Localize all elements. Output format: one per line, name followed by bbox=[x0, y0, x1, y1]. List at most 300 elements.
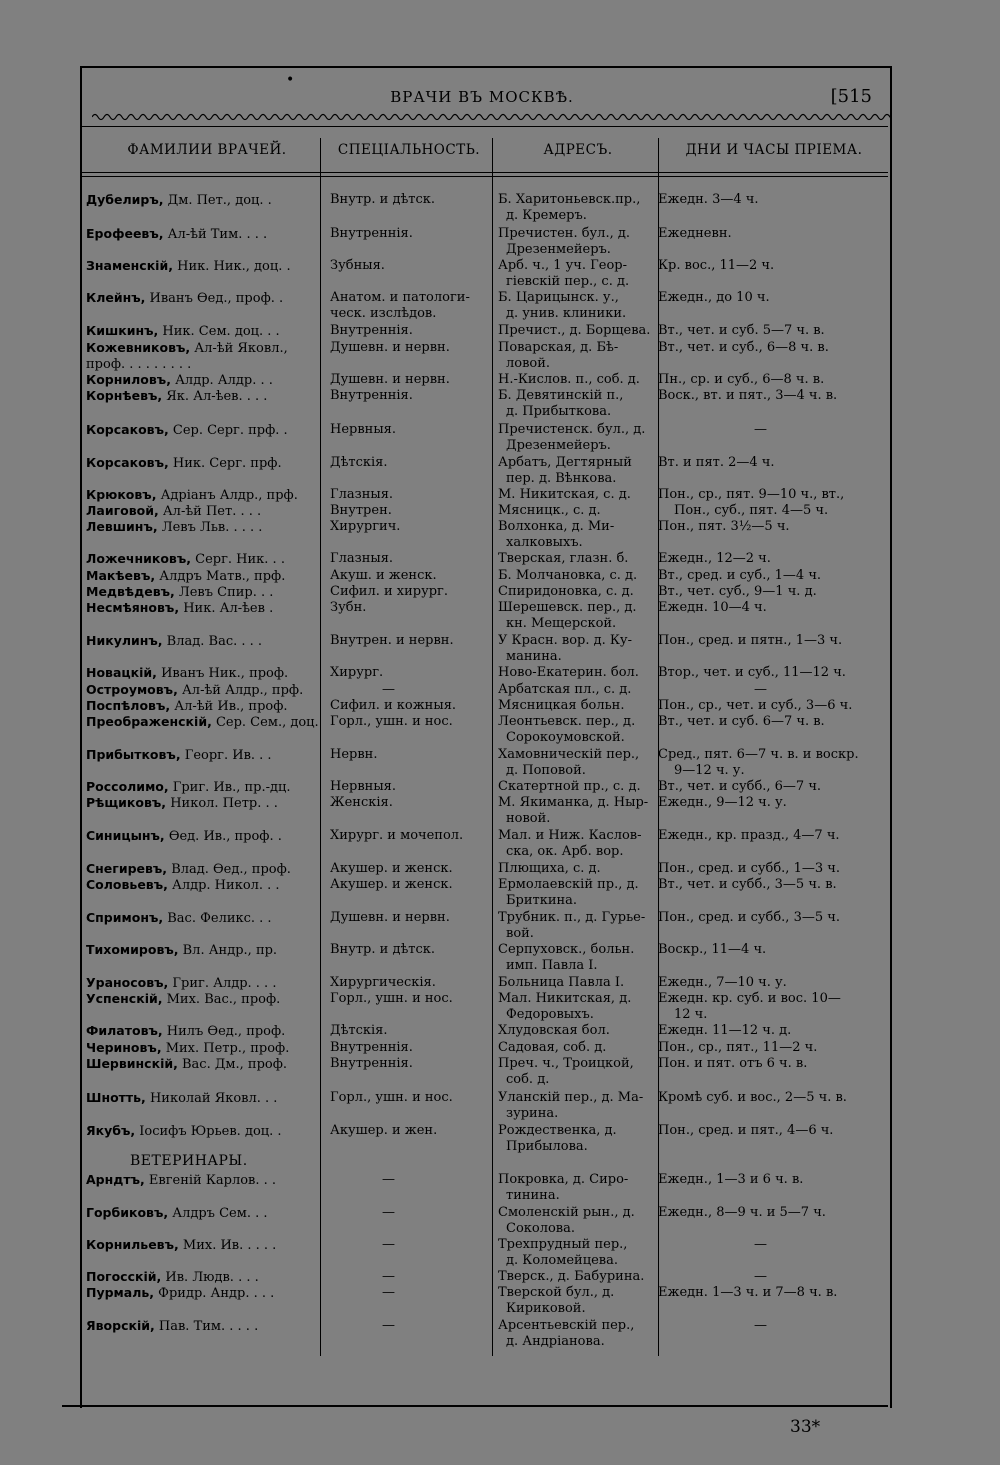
hours-line: Ежедн., кр. празд., 4—7 ч. bbox=[658, 828, 840, 843]
specialty-cell bbox=[330, 388, 500, 404]
address-line: Арсентьевскій пер., bbox=[498, 1318, 635, 1333]
hours-line: — bbox=[754, 682, 767, 697]
doctor-name-cell bbox=[86, 584, 322, 601]
hours-cell bbox=[658, 698, 888, 714]
specialty-cell bbox=[330, 1285, 500, 1301]
given-names: Вас. Дм., проф. bbox=[177, 1057, 288, 1072]
address-line: Прибылова. bbox=[506, 1139, 588, 1154]
hours-cell bbox=[658, 861, 888, 877]
address-line: Арбатская пл., с. д. bbox=[498, 682, 632, 697]
hours-line: Пон., ср., пят., 11—2 ч. bbox=[658, 1040, 818, 1055]
address-line: Б. Девятинскій п., bbox=[498, 388, 624, 403]
hours-line: — bbox=[754, 1318, 767, 1333]
address-line: Покровка, д. Сиро- bbox=[498, 1172, 629, 1187]
address-cell bbox=[498, 1090, 658, 1122]
specialty: — bbox=[382, 1285, 395, 1300]
surname: Снегиревъ, bbox=[86, 861, 168, 876]
given-names: Ник. Ник., доц. . bbox=[172, 259, 291, 274]
given-names: Влад. Ѳед., проф. bbox=[167, 862, 291, 877]
address-cell bbox=[498, 682, 658, 698]
given-names: Левъ Спир. . . bbox=[174, 585, 274, 600]
hours-cell bbox=[658, 975, 888, 991]
hours-line: Пон. и пят. отъ 6 ч. в. bbox=[658, 1056, 808, 1071]
address-line: Бриткина. bbox=[506, 893, 578, 908]
given-names: Дм. Пет., доц. . bbox=[163, 193, 272, 208]
address-line: соб. д. bbox=[506, 1072, 550, 1087]
specialty: Акушер. и женск. bbox=[330, 861, 453, 876]
address-cell bbox=[498, 455, 658, 487]
address-line: Пречистенск. бул., д. bbox=[498, 422, 646, 437]
address-cell bbox=[498, 1040, 658, 1056]
given-names: Ал-ѣй Пет. . . . bbox=[158, 504, 262, 519]
specialty-cell bbox=[330, 698, 500, 714]
address-line: Больница Павла I. bbox=[498, 975, 625, 990]
hours-line: Ежедн., 9—12 ч. у. bbox=[658, 795, 787, 810]
given-names: Алдръ Матв., прф. bbox=[155, 569, 286, 584]
address-line: М. Никитская, с. д. bbox=[498, 487, 631, 502]
specialty: Хирургическія. bbox=[330, 975, 436, 990]
specialty: — bbox=[382, 1172, 395, 1187]
doctor-name-cell bbox=[86, 600, 322, 617]
header-rule-2 bbox=[82, 176, 888, 177]
specialty-cell bbox=[330, 192, 500, 208]
hours-line: Ежедн., 7—10 ч. у. bbox=[658, 975, 787, 990]
address-line: Ново-Екатерин. бол. bbox=[498, 665, 639, 680]
doctor-name-cell bbox=[86, 1040, 322, 1057]
header-top-rule bbox=[82, 126, 888, 127]
address-cell bbox=[498, 942, 658, 974]
surname: Знаменскій, bbox=[86, 258, 173, 273]
hours-cell bbox=[658, 388, 888, 404]
column-header-hours: ДНИ И ЧАСЫ ПРІЕМА. bbox=[685, 142, 863, 158]
specialty: Внутреннія. bbox=[330, 226, 413, 241]
address-line: Тверск., д. Бабурина. bbox=[498, 1269, 645, 1284]
specialty: Внутреннія. bbox=[330, 388, 413, 403]
surname: Рѣщиковъ, bbox=[86, 795, 167, 810]
specialty-cell bbox=[330, 1318, 500, 1334]
hours-cell bbox=[658, 290, 888, 306]
specialty-cell bbox=[330, 584, 500, 600]
hours-line: Пон., сред. и пятн., 1—3 ч. bbox=[658, 633, 843, 648]
hours-cell bbox=[658, 828, 888, 844]
address-cell bbox=[498, 861, 658, 877]
hours-cell bbox=[658, 568, 888, 584]
specialty: Анатом. и патологи- bbox=[330, 290, 470, 305]
address-line: Б. Царицынск. у., bbox=[498, 290, 619, 305]
specialty-cell bbox=[330, 942, 500, 958]
hours-line: Пон., сред. и пят., 4—6 ч. bbox=[658, 1123, 834, 1138]
hours-cell bbox=[658, 323, 888, 339]
specialty: Душевн. и нервн. bbox=[330, 910, 450, 925]
given-names: Алдр. Никол. . . bbox=[167, 878, 280, 893]
doctor-name-cell bbox=[86, 714, 322, 731]
address-line: Мясницкая больн. bbox=[498, 698, 625, 713]
hours-line: Сред., пят. 6—7 ч. в. и воскр. bbox=[658, 747, 859, 762]
specialty: Акушер. и жен. bbox=[330, 1123, 438, 1138]
hours-cell bbox=[658, 551, 888, 567]
address-line: Рождественка, д. bbox=[498, 1123, 617, 1138]
specialty-cell bbox=[330, 1040, 500, 1056]
doctor-name-cell bbox=[86, 682, 322, 699]
surname: Кишкинъ, bbox=[86, 323, 159, 338]
specialty: Нервныя. bbox=[330, 779, 397, 794]
given-names: Адріанъ Алдр., прф. bbox=[156, 488, 298, 503]
specialty-cell bbox=[330, 1205, 500, 1221]
address-cell bbox=[498, 226, 658, 258]
hours-line: Вт., чет. и субб., 6—7 ч. bbox=[658, 779, 822, 794]
hours-line: — bbox=[754, 1237, 767, 1252]
specialty-cell bbox=[330, 975, 500, 991]
specialty-cell bbox=[330, 1123, 500, 1139]
specialty: Зубныя. bbox=[330, 258, 385, 273]
wavy-rule bbox=[92, 112, 892, 122]
address-line: зурина. bbox=[506, 1106, 559, 1121]
address-cell bbox=[498, 665, 658, 681]
hours-line: — bbox=[754, 422, 767, 437]
specialty-cell bbox=[330, 1056, 500, 1072]
specialty-cell bbox=[330, 877, 500, 893]
specialty: Женскія. bbox=[330, 795, 393, 810]
address-line: Дрезенмейеръ. bbox=[506, 438, 611, 453]
address-cell bbox=[498, 290, 658, 322]
doctor-name-cell bbox=[86, 487, 322, 504]
given-names: Николай Яковл. . . bbox=[145, 1091, 278, 1106]
address-cell bbox=[498, 633, 658, 665]
hours-cell bbox=[658, 795, 888, 811]
specialty: Внутр. и дѣтск. bbox=[330, 192, 436, 207]
doctor-name-cell bbox=[86, 1318, 322, 1335]
surname: Успенскій, bbox=[86, 991, 163, 1006]
specialty-cell bbox=[330, 226, 500, 242]
specialty-cell bbox=[330, 665, 500, 681]
specialty-continuation: ческ. изслѣдов. bbox=[330, 306, 437, 321]
given-names: Ал-ѣй Ив., проф. bbox=[170, 699, 288, 714]
given-names: Григ. Ив., пр.-дц. bbox=[168, 780, 291, 795]
given-names: Вас. Феликс. . . bbox=[163, 911, 272, 926]
surname: Корсаковъ, bbox=[86, 455, 169, 470]
hours-cell bbox=[658, 258, 888, 274]
address-line: Шерешевск. пер., д. bbox=[498, 600, 637, 615]
hours-cell bbox=[658, 682, 888, 698]
address-line: Ермолаевскій пр., д. bbox=[498, 877, 639, 892]
specialty: — bbox=[382, 1269, 395, 1284]
hours-cell bbox=[658, 633, 888, 649]
address-cell bbox=[498, 747, 658, 779]
signature-mark: 33* bbox=[790, 1417, 821, 1437]
specialty-cell bbox=[330, 714, 500, 730]
specialty: Внутр. и дѣтск. bbox=[330, 942, 436, 957]
specialty: Хирург. и мочепол. bbox=[330, 828, 464, 843]
address-cell bbox=[498, 1123, 658, 1155]
specialty-cell bbox=[330, 455, 500, 471]
surname: Ураносовъ, bbox=[86, 975, 169, 990]
given-names: Алдр. Алдр. . . bbox=[170, 373, 273, 388]
doctor-name-cell bbox=[86, 828, 322, 845]
surname: Крюковъ, bbox=[86, 487, 157, 502]
page bbox=[62, 62, 892, 1410]
header-rule-1 bbox=[82, 172, 888, 173]
specialty: Дѣтскія. bbox=[330, 1023, 388, 1038]
surname: Поспѣловъ, bbox=[86, 698, 171, 713]
hours-cell bbox=[658, 1023, 888, 1039]
doctor-name-cell bbox=[86, 779, 322, 796]
address-line: Скатертной пр., с. д. bbox=[498, 779, 641, 794]
name-continuation: проф. . . . . . . . . bbox=[86, 357, 192, 372]
specialty: Дѣтскія. bbox=[330, 455, 388, 470]
specialty-cell bbox=[330, 779, 500, 795]
column-header-address: АДРЕСЪ. bbox=[543, 142, 613, 158]
address-line: Мал. и Ниж. Каслов- bbox=[498, 828, 642, 843]
surname: Синицынъ, bbox=[86, 828, 165, 843]
specialty-cell bbox=[330, 1172, 500, 1188]
hours-cell bbox=[658, 1056, 888, 1072]
hours-line: Ежедн., 12—2 ч. bbox=[658, 551, 771, 566]
specialty-cell bbox=[330, 795, 500, 811]
specialty-cell bbox=[330, 340, 500, 356]
specialty-cell bbox=[330, 290, 500, 322]
hours-cell bbox=[658, 910, 888, 926]
given-names: Серг. Ник. . . bbox=[191, 552, 285, 567]
surname: Несмѣяновъ, bbox=[86, 600, 180, 615]
given-names: Ѳед. Ив., проф. . bbox=[164, 829, 282, 844]
address-line: Н.-Кислов. п., соб. д. bbox=[498, 372, 640, 387]
given-names: Ник. Сем. доц. . . bbox=[158, 324, 280, 339]
doctor-name-cell bbox=[86, 551, 322, 568]
address-cell bbox=[498, 975, 658, 991]
address-cell bbox=[498, 487, 658, 503]
specialty-cell bbox=[330, 1237, 500, 1253]
hours-line: Вт., чет. и суб. 5—7 ч. в. bbox=[658, 323, 825, 338]
address-cell bbox=[498, 568, 658, 584]
hours-line: Вт., чет. и суб., 6—8 ч. в. bbox=[658, 340, 829, 355]
specialty: Горл., ушн. и нос. bbox=[330, 714, 453, 729]
doctor-name-cell bbox=[86, 1285, 322, 1302]
address-cell bbox=[498, 991, 658, 1023]
address-line: Спиридоновка, с. д. bbox=[498, 584, 634, 599]
column-header-names: ФАМИЛИИ ВРАЧЕЙ. bbox=[127, 142, 287, 158]
given-names: Мих. Ив. . . . . bbox=[178, 1238, 277, 1253]
hours-line: Ежедн. 10—4 ч. bbox=[658, 600, 767, 615]
address-line: Смоленскій рын., д. bbox=[498, 1205, 635, 1220]
doctor-name-cell bbox=[86, 877, 322, 894]
given-names: Вл. Андр., пр. bbox=[178, 943, 278, 958]
specialty-cell bbox=[330, 910, 500, 926]
given-names: Сер. Серг. прф. . bbox=[168, 423, 288, 438]
doctor-name-cell bbox=[86, 747, 322, 764]
hours-cell bbox=[658, 1040, 888, 1056]
hours-line: Вт. и пят. 2—4 ч. bbox=[658, 455, 775, 470]
specialty-cell bbox=[330, 600, 500, 616]
surname: Преображенскій, bbox=[86, 714, 212, 729]
doctor-name-cell bbox=[86, 258, 322, 275]
address-cell bbox=[498, 1172, 658, 1204]
address-line: д. Прибыткова. bbox=[506, 404, 612, 419]
hours-cell bbox=[658, 584, 888, 600]
surname: Новацкій, bbox=[86, 665, 157, 680]
hours-line: Вт., чет. и субб., 3—5 ч. в. bbox=[658, 877, 837, 892]
address-cell bbox=[498, 388, 658, 420]
address-line: Кириковой. bbox=[506, 1301, 586, 1316]
address-cell bbox=[498, 1056, 658, 1088]
doctor-name-cell bbox=[86, 568, 322, 585]
specialty: — bbox=[382, 682, 395, 697]
surname: Спримонъ, bbox=[86, 910, 164, 925]
hours-cell bbox=[658, 226, 888, 242]
hours-cell bbox=[658, 1285, 888, 1301]
specialty: Акуш. и женск. bbox=[330, 568, 437, 583]
specialty-cell bbox=[330, 991, 500, 1007]
address-line: Поварская, д. Бѣ- bbox=[498, 340, 619, 355]
doctor-name-cell bbox=[86, 340, 322, 373]
surname: Шервинскій, bbox=[86, 1056, 178, 1071]
address-line: ловой. bbox=[506, 356, 551, 371]
address-line: имп. Павла I. bbox=[506, 958, 598, 973]
surname: Ерофеевъ, bbox=[86, 226, 164, 241]
address-cell bbox=[498, 1269, 658, 1285]
address-cell bbox=[498, 698, 658, 714]
address-cell bbox=[498, 795, 658, 827]
specialty-cell bbox=[330, 568, 500, 584]
surname: Корнильевъ, bbox=[86, 1237, 179, 1252]
specialty: Сифил. и кожныя. bbox=[330, 698, 457, 713]
surname: Никулинъ, bbox=[86, 633, 163, 648]
specialty-cell bbox=[330, 747, 500, 763]
specialty: — bbox=[382, 1318, 395, 1333]
specialty-cell bbox=[330, 372, 500, 388]
hours-line: Пон., сред. и субб., 3—5 ч. bbox=[658, 910, 840, 925]
hours-cell bbox=[658, 192, 888, 208]
section-title-veterinarians: ВЕТЕРИНАРЫ. bbox=[130, 1153, 248, 1169]
address-line: Хлудовская бол. bbox=[498, 1023, 610, 1038]
doctor-name-cell bbox=[86, 519, 322, 536]
hours-cell bbox=[658, 1318, 888, 1334]
given-names: Нилъ Ѳед., проф. bbox=[162, 1024, 286, 1039]
surname: Клейнъ, bbox=[86, 290, 146, 305]
address-line: Хамовническій пер., bbox=[498, 747, 640, 762]
specialty-cell bbox=[330, 1090, 500, 1106]
hours-cell bbox=[658, 519, 888, 535]
address-cell bbox=[498, 600, 658, 632]
specialty-cell bbox=[330, 487, 500, 503]
doctor-name-cell bbox=[86, 910, 322, 927]
given-names: Ал-ѣй Алдр., прф. bbox=[177, 683, 304, 698]
doctor-name-cell bbox=[86, 698, 322, 715]
specialty: Внутрен. bbox=[330, 503, 392, 518]
surname: Россолимо, bbox=[86, 779, 169, 794]
hours-cell bbox=[658, 455, 888, 471]
hours-line: Пон., сред. и субб., 1—3 ч. bbox=[658, 861, 840, 876]
address-line: Мал. Никитская, д. bbox=[498, 991, 632, 1006]
address-cell bbox=[498, 877, 658, 909]
address-line: д. Поповой. bbox=[506, 763, 586, 778]
surname: Кожевниковъ, bbox=[86, 340, 191, 355]
address-cell bbox=[498, 258, 658, 290]
specialty: Внутреннія. bbox=[330, 1056, 413, 1071]
hours-line: Вт., сред. и суб., 1—4 ч. bbox=[658, 568, 822, 583]
hours-cell bbox=[658, 942, 888, 958]
specialty: Нервн. bbox=[330, 747, 378, 762]
address-cell bbox=[498, 910, 658, 942]
surname: Пурмаль, bbox=[86, 1285, 155, 1300]
address-line: д. Андріанова. bbox=[506, 1334, 605, 1349]
address-line: Мясницк., с. д. bbox=[498, 503, 601, 518]
address-cell bbox=[498, 422, 658, 454]
doctor-name-cell bbox=[86, 323, 322, 340]
hours-line: Воск., вт. и пят., 3—4 ч. в. bbox=[658, 388, 838, 403]
address-line: Соколова. bbox=[506, 1221, 576, 1236]
hours-line: Пон., ср., чет. и суб., 3—6 ч. bbox=[658, 698, 853, 713]
hours-cell bbox=[658, 422, 888, 438]
address-cell bbox=[498, 1237, 658, 1269]
given-names: Сер. Сем., доц. bbox=[211, 715, 319, 730]
surname: Ложечниковъ, bbox=[86, 551, 191, 566]
page-number: [515 bbox=[830, 86, 872, 107]
doctor-name-cell bbox=[86, 226, 322, 243]
hours-cell bbox=[658, 665, 888, 681]
address-cell bbox=[498, 1285, 658, 1317]
hours-line: 12 ч. bbox=[674, 1007, 708, 1022]
specialty: Нервныя. bbox=[330, 422, 397, 437]
doctor-name-cell bbox=[86, 422, 322, 439]
address-line: Преч. ч., Троицкой, bbox=[498, 1056, 634, 1071]
hours-cell bbox=[658, 991, 888, 1023]
given-names: Ал-ѣй Тим. . . . bbox=[163, 227, 268, 242]
specialty: Хирург. bbox=[330, 665, 384, 680]
address-line: манина. bbox=[506, 649, 562, 664]
address-line: д. Кремеръ. bbox=[506, 208, 587, 223]
address-cell bbox=[498, 779, 658, 795]
surname: Макѣевъ, bbox=[86, 568, 156, 583]
address-cell bbox=[498, 1318, 658, 1350]
doctor-name-cell bbox=[86, 455, 322, 472]
hours-cell bbox=[658, 600, 888, 616]
surname: Лаиговой, bbox=[86, 503, 159, 518]
doctor-name-cell bbox=[86, 503, 322, 520]
given-names: Фридр. Андр. . . . bbox=[154, 1286, 275, 1301]
doctor-name-cell bbox=[86, 290, 322, 307]
hours-line: Пон., ср., пят. 9—10 ч., вт., bbox=[658, 487, 845, 502]
doctor-name-cell bbox=[86, 1269, 322, 1286]
column-header-specialty: СПЕЦІАЛЬНОСТЬ. bbox=[337, 142, 481, 158]
specialty-cell bbox=[330, 422, 500, 438]
hours-line: Вт., чет. суб., 9—1 ч. д. bbox=[658, 584, 817, 599]
hours-cell bbox=[658, 747, 888, 779]
hours-cell bbox=[658, 1269, 888, 1285]
hours-line: Втор., чет. и суб., 11—12 ч. bbox=[658, 665, 846, 680]
address-cell bbox=[498, 828, 658, 860]
hours-line: Кромѣ суб. и вос., 2—5 ч. в. bbox=[658, 1090, 847, 1105]
surname: Чериновъ, bbox=[86, 1040, 162, 1055]
address-cell bbox=[498, 503, 658, 519]
specialty: Сифил. и хирург. bbox=[330, 584, 449, 599]
surname: Якубъ, bbox=[86, 1123, 136, 1138]
address-line: гіевскій пер., с. д. bbox=[506, 274, 630, 289]
hours-cell bbox=[658, 1172, 888, 1188]
address-cell bbox=[498, 323, 658, 339]
specialty-cell bbox=[330, 861, 500, 877]
specialty-cell bbox=[330, 258, 500, 274]
hours-line: Ежедн., 1—3 и 6 ч. в. bbox=[658, 1172, 804, 1187]
address-line: Арб. ч., 1 уч. Геор- bbox=[498, 258, 628, 273]
address-cell bbox=[498, 584, 658, 600]
hours-line: Вт., чет. и суб. 6—7 ч. в. bbox=[658, 714, 825, 729]
specialty: Хирургич. bbox=[330, 519, 401, 534]
address-line: новой. bbox=[506, 811, 551, 826]
hours-cell bbox=[658, 1123, 888, 1139]
doctor-name-cell bbox=[86, 388, 322, 405]
specialty-cell bbox=[330, 519, 500, 535]
address-line: М. Якиманка, д. Ныр- bbox=[498, 795, 649, 810]
